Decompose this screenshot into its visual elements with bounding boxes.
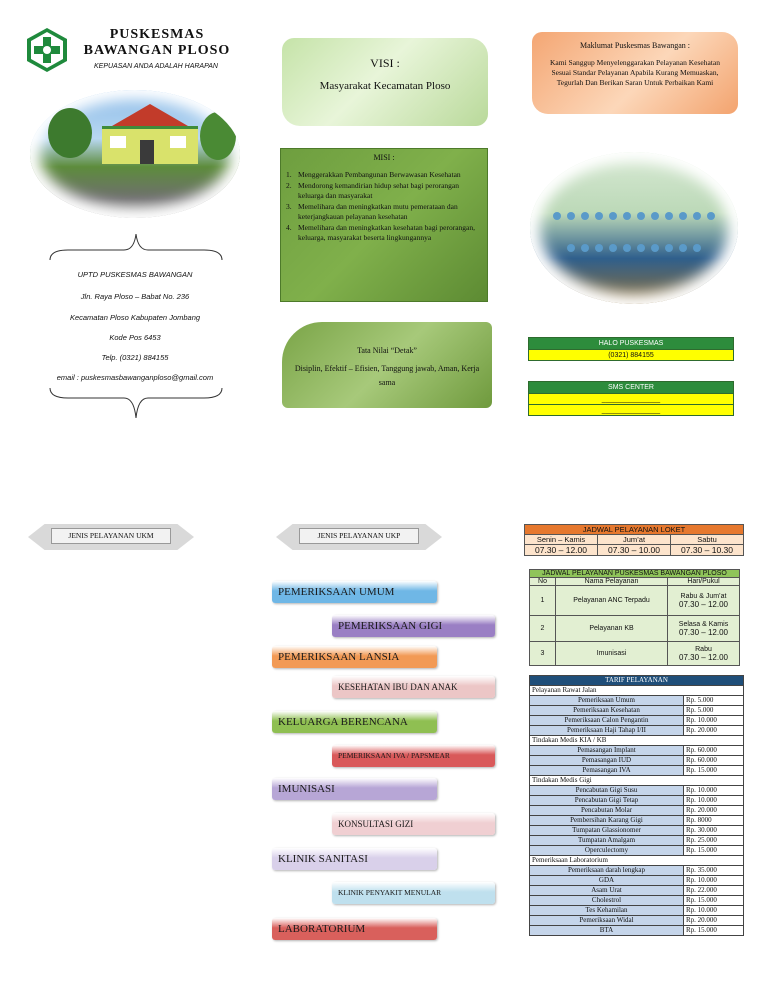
- person-shape: [609, 244, 617, 252]
- building-roof: [100, 104, 200, 126]
- jadwal-header: Hari/Pukul: [668, 578, 740, 586]
- tarif-item-price: Rp. 20.000: [684, 806, 744, 816]
- person-shape: [665, 244, 673, 252]
- address-line: Kode Pos 6453: [109, 333, 161, 342]
- tata-nilai-title: Tata Nilai “Detak”: [357, 346, 417, 355]
- tagline: KEPUASAN ANDA ADALAH HARAPAN: [94, 63, 218, 70]
- misi-num: 2.: [286, 181, 292, 190]
- jadwal-name: Pelayanan ANC Terpadu: [556, 586, 668, 616]
- sms-header: SMS CENTER: [529, 382, 733, 393]
- service-button[interactable]: KLINIK PENYAKIT MENULAR: [332, 882, 495, 904]
- tarif-section: Pelayanan Rawat Jalan: [530, 686, 744, 696]
- tarif-table: [529, 675, 744, 936]
- tarif-section: Tindakan Medis KIA / KB: [530, 736, 744, 746]
- tree-shape: [200, 112, 236, 160]
- person-shape: [679, 244, 687, 252]
- tarif-item-price: Rp. 15.000: [684, 896, 744, 906]
- loket-time: 07.30 – 10.00: [598, 545, 671, 556]
- tarif-item-name: Pemeriksaan Widal: [530, 916, 684, 926]
- service-button[interactable]: LABORATORIUM: [272, 918, 437, 940]
- tarif-section-row: [530, 736, 744, 746]
- sms-center-box: [528, 381, 734, 416]
- tarif-item-name: Pemeriksaan Calon Pengantin: [530, 716, 684, 726]
- tarif-item-name: Pemasangan IVA: [530, 766, 684, 776]
- loket-title: JADWAL PELAYANAN LOKET: [525, 525, 744, 535]
- misi-list: [286, 170, 482, 244]
- ribbon-ukp-label: JENIS PELAYANAN UKP: [299, 528, 419, 544]
- jadwal-time-cell: [668, 616, 740, 642]
- tarif-item-price: Rp. 5.000: [684, 706, 744, 716]
- tarif-section-row: [530, 776, 744, 786]
- misi-title: MISI :: [373, 153, 395, 162]
- jadwal-header: Nama Pelayanan: [556, 578, 668, 586]
- table-row: [530, 746, 744, 756]
- loket-day: Senin – Kamis: [525, 535, 598, 545]
- table-row: [530, 756, 744, 766]
- halo-phone: (0321) 884155: [529, 349, 733, 360]
- jadwal-name: Pelayanan KB: [556, 616, 668, 642]
- loket-schedule-table: [524, 524, 744, 556]
- table-row: [530, 642, 740, 666]
- tarif-item-price: Rp. 10.000: [684, 786, 744, 796]
- tarif-item-name: Pencabutan Molar: [530, 806, 684, 816]
- person-shape: [679, 212, 687, 220]
- person-shape: [637, 244, 645, 252]
- person-shape: [595, 212, 603, 220]
- jadwal-header: No: [530, 578, 556, 586]
- jadwal-title: JADWAL PELAYANAN PUSKESMAS BAWANGAN PLOSO: [530, 570, 740, 578]
- service-schedule-table: [529, 569, 740, 666]
- tarif-item-price: Rp. 60.000: [684, 756, 744, 766]
- person-shape: [651, 212, 659, 220]
- person-shape: [637, 212, 645, 220]
- email-line: email : puskesmasbawanganploso@gmail.com: [56, 373, 214, 382]
- building-window: [110, 136, 126, 148]
- person-shape: [609, 212, 617, 220]
- tarif-item-name: Tes Kehamilan: [530, 906, 684, 916]
- person-shape: [623, 212, 631, 220]
- halo-puskesmas-box: [528, 337, 734, 361]
- table-row: [530, 786, 744, 796]
- service-button[interactable]: PEMERIKSAAN GIGI: [332, 615, 495, 637]
- table-row: [530, 896, 744, 906]
- table-row: [530, 696, 744, 706]
- tarif-item-price: Rp. 22.000: [684, 886, 744, 896]
- misi-item: [286, 223, 482, 243]
- service-button[interactable]: IMUNISASI: [272, 778, 437, 800]
- person-shape: [567, 244, 575, 252]
- tarif-item-name: Pemeriksaan darah lengkap: [530, 866, 684, 876]
- tarif-item-name: Pemeriksaan Umum: [530, 696, 684, 706]
- building-door: [140, 140, 154, 164]
- misi-item: [286, 202, 482, 222]
- tarif-section-row: [530, 686, 744, 696]
- loket-time: 07.30 – 12.00: [525, 545, 598, 556]
- table-row: [530, 826, 744, 836]
- jadwal-day: Rabu & Jum’at: [680, 592, 727, 600]
- person-shape: [707, 212, 715, 220]
- tarif-item-price: Rp. 10.000: [684, 796, 744, 806]
- jadwal-time-cell: [668, 586, 740, 616]
- table-row: [530, 866, 744, 876]
- person-shape: [651, 244, 659, 252]
- address-line: Jln. Raya Ploso – Babat No. 236: [80, 292, 190, 301]
- address-line: Telp. (0321) 884155: [101, 353, 169, 362]
- misi-item: [286, 170, 482, 180]
- jadwal-time: 07.30 – 12.00: [679, 599, 728, 609]
- table-row: [530, 816, 744, 826]
- jadwal-time: 07.30 – 12.00: [679, 627, 728, 637]
- table-row: [530, 726, 744, 736]
- misi-text: Memelihara dan meningkatkan mutu pemerataan dan keterjangkauan pelayanan kesehatan: [298, 202, 458, 221]
- tarif-item-price: Rp. 15.000: [684, 846, 744, 856]
- page-title-line2: BAWANGAN PLOSO: [83, 43, 231, 58]
- building-photo: [30, 90, 240, 218]
- service-button[interactable]: PEMERIKSAAN IVA / PAPSMEAR: [332, 745, 495, 767]
- table-row: [530, 846, 744, 856]
- person-shape: [581, 244, 589, 252]
- tarif-item-price: Rp. 15.000: [684, 926, 744, 936]
- tarif-item-price: Rp. 15.000: [684, 766, 744, 776]
- misi-num: 3.: [286, 202, 292, 211]
- tata-nilai-body: Disiplin, Efektif – Efisien, Tanggung jawab, Aman, Kerja sama: [294, 364, 480, 387]
- staff-group: [550, 212, 718, 272]
- tarif-section-row: [530, 856, 744, 866]
- tarif-item-name: Pemeriksaan Haji Tahap I/II: [530, 726, 684, 736]
- misi-text: Memelihara dan meningkatkan kesehatan bagi perorangan, keluarga, masyarakat beserta lingkungannya: [298, 223, 476, 242]
- person-shape: [567, 212, 575, 220]
- tarif-item-name: Pemasangan IUD: [530, 756, 684, 766]
- jadwal-no: 1: [530, 586, 556, 616]
- tarif-item-name: Tumpatan Glassionomer: [530, 826, 684, 836]
- tarif-item-name: Cholestrol: [530, 896, 684, 906]
- table-row: [530, 876, 744, 886]
- tarif-item-price: Rp. 10.000: [684, 876, 744, 886]
- ribbon-ukm-label: JENIS PELAYANAN UKM: [51, 528, 171, 544]
- jadwal-no: 2: [530, 616, 556, 642]
- loket-day: Jum’at: [598, 535, 671, 545]
- jadwal-no: 3: [530, 642, 556, 666]
- table-row: [530, 916, 744, 926]
- visi-title: VISI :: [370, 56, 400, 70]
- table-row: [530, 706, 744, 716]
- jadwal-day: Selasa & Kamis: [678, 620, 729, 628]
- tarif-item-price: Rp. 25.000: [684, 836, 744, 846]
- table-row: [530, 586, 740, 616]
- service-button[interactable]: KELUARGA BERENCANA: [272, 711, 437, 733]
- jadwal-name: Imunisasi: [556, 642, 668, 666]
- tarif-item-price: Rp. 10.000: [684, 716, 744, 726]
- person-shape: [553, 212, 561, 220]
- halo-header: HALO PUSKESMAS: [529, 338, 733, 349]
- address-line: Kecamatan Ploso Kabupaten Jombang: [69, 313, 201, 322]
- misi-num: 1.: [286, 170, 292, 179]
- misi-num: 4.: [286, 223, 292, 232]
- tarif-item-price: Rp. 10.000: [684, 906, 744, 916]
- service-button[interactable]: PEMERIKSAAN UMUM: [272, 581, 437, 603]
- staff-photo: [530, 152, 738, 304]
- table-row: [530, 926, 744, 936]
- tarif-item-name: Pencabutan Gigi Tetap: [530, 796, 684, 806]
- tarif-item-price: Rp. 60.000: [684, 746, 744, 756]
- tarif-item-price: Rp. 20.000: [684, 726, 744, 736]
- tarif-item-name: Pembersihan Karang Gigi: [530, 816, 684, 826]
- misi-text: Menggerakkan Pembangunan Berwawasan Kesehatan: [298, 170, 461, 179]
- tarif-item-name: Pencabutan Gigi Susu: [530, 786, 684, 796]
- loket-time: 07.30 – 10.30: [671, 545, 744, 556]
- jadwal-time-cell: [668, 642, 740, 666]
- puskesmas-logo-icon: [26, 27, 68, 73]
- table-row: [530, 836, 744, 846]
- visi-body: Masyarakat Kecamatan Ploso: [319, 80, 451, 92]
- table-row: [530, 886, 744, 896]
- table-row: [530, 616, 740, 642]
- jadwal-day: Rabu: [695, 645, 712, 653]
- jadwal-time: 07.30 – 12.00: [679, 652, 728, 662]
- service-button[interactable]: KLINIK SANITASI: [272, 848, 437, 870]
- tarif-item-name: Operculectomy: [530, 846, 684, 856]
- tarif-item-name: GDA: [530, 876, 684, 886]
- address-line: UPTD PUSKESMAS BAWANGAN: [77, 270, 193, 279]
- service-button[interactable]: KONSULTASI GIZI: [332, 813, 495, 835]
- tarif-title: TARIF PELAYANAN: [530, 676, 744, 686]
- table-row: [530, 716, 744, 726]
- page-title-line1: PUSKESMAS: [109, 27, 205, 42]
- person-shape: [693, 244, 701, 252]
- tarif-item-name: BTA: [530, 926, 684, 936]
- top-brace-icon: [48, 232, 224, 262]
- maklumat-title: Maklumat Puskesmas Bawangan :: [580, 41, 690, 50]
- tarif-item-name: Pemeriksaan Kesehatan: [530, 706, 684, 716]
- building-window: [170, 136, 186, 148]
- table-row: [530, 806, 744, 816]
- tarif-title-row: [530, 676, 744, 686]
- sms-value: _______________: [529, 393, 733, 404]
- tarif-section: Tindakan Medis Gigi: [530, 776, 744, 786]
- loket-day: Sabtu: [671, 535, 744, 545]
- table-row: [530, 796, 744, 806]
- misi-text: Mendorong kemandirian hidup sehat bagi perorangan keluarga dan masyarakat: [298, 181, 459, 200]
- tarif-item-name: Asam Urat: [530, 886, 684, 896]
- person-shape: [693, 212, 701, 220]
- tarif-item-name: Tumpatan Amalgam: [530, 836, 684, 846]
- tarif-item-price: Rp. 5.000: [684, 696, 744, 706]
- sms-value: _______________: [529, 404, 733, 415]
- person-shape: [581, 212, 589, 220]
- table-row: [530, 906, 744, 916]
- table-row: [530, 766, 744, 776]
- tarif-item-price: Rp. 30.000: [684, 826, 744, 836]
- tarif-item-price: Rp. 8000: [684, 816, 744, 826]
- misi-item: [286, 181, 482, 201]
- tarif-item-price: Rp. 20.000: [684, 916, 744, 926]
- tarif-item-price: Rp. 35.000: [684, 866, 744, 876]
- service-button[interactable]: KESEHATAN IBU DAN ANAK: [332, 676, 495, 698]
- tree-shape: [48, 108, 92, 158]
- person-shape: [665, 212, 673, 220]
- tarif-item-name: Pemasangan Implant: [530, 746, 684, 756]
- bottom-brace-icon: [48, 386, 224, 420]
- person-shape: [595, 244, 603, 252]
- person-shape: [623, 244, 631, 252]
- service-button[interactable]: PEMERIKSAAN LANSIA: [272, 646, 437, 668]
- tarif-section: Pemeriksaan Laboratorium: [530, 856, 744, 866]
- maklumat-body: Kami Sanggup Menyelenggarakan Pelayanan Kesehatan Sesuai Standar Pelayanan Apabila Kurang Memuaskan, Tegurlah Dan Berikan Saran Untuk Perbaikan Kami: [550, 58, 720, 87]
